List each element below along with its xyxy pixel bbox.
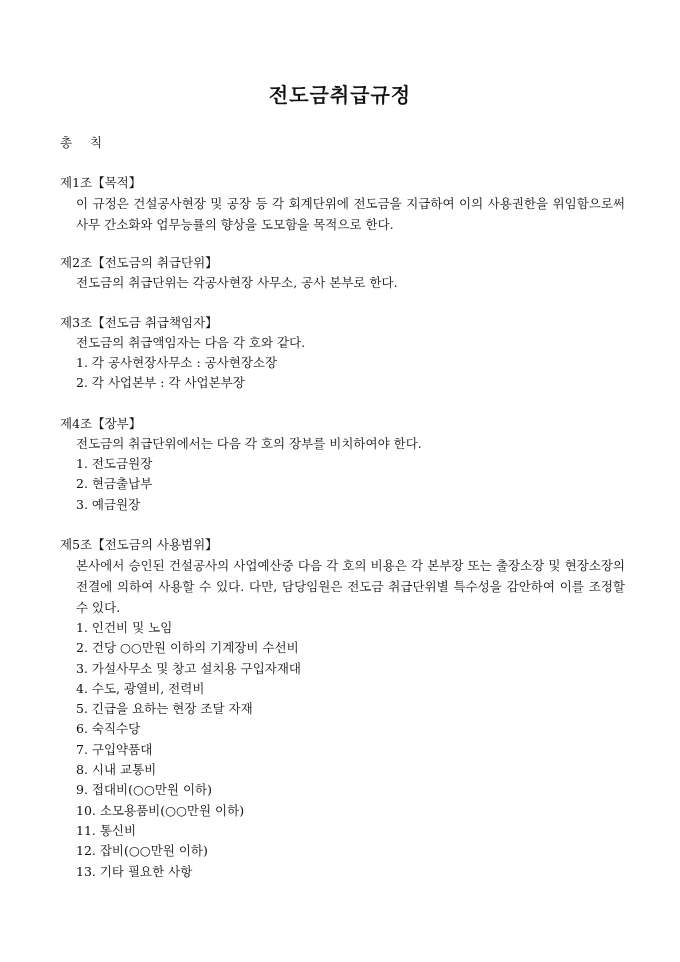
list-item: 2. 현금출납부 [76,476,153,492]
list-item: 4. 수도, 광열비, 전력비 [76,680,205,696]
article-2 [60,253,625,293]
article-heading: 제2조【전도금의 취급단위】 [60,255,218,270]
article-text: 전도금의 취급단위는 각공사현장 사무소, 공사 본부로 한다. [76,275,398,290]
item-list [60,618,625,882]
list-item: 12. 잡비(○○만원 이하) [76,843,208,859]
article-1 [60,173,625,235]
list-item: 3. 예금원장 [76,496,141,512]
document-title: 전도금취급규정 [268,83,412,107]
list-item: 11. 통신비 [76,822,137,838]
list-item: 5. 긴급을 요하는 현장 조달 자재 [76,701,253,717]
list-item: 8. 시내 교통비 [76,762,157,778]
item-list [60,353,625,394]
section-heading: 총 칙 [60,135,103,150]
article-heading: 제5조【전도금의 사용범위】 [60,537,218,552]
article-text: 전도금의 취급액임자는 다음 각 호와 같다. [76,335,306,350]
article-heading: 제3조【전도금 취급책임자】 [60,315,218,330]
list-item: 10. 소모용품비(○○만원 이하) [76,802,245,818]
list-item: 9. 접대비(○○만원 이하) [76,782,212,798]
list-item: 13. 기타 필요한 사항 [76,863,193,879]
article-heading: 제1조【목적】 [60,175,142,190]
article-text: 본사에서 승인된 건설공사의 사업예산중 다음 각 호의 비용은 각 본부장 또는 출장소장 및 현장소장의 전결에 의하여 사용할 수 있다. 다만, 담당임원은 전도금 취급단위별 특수성을 감안하여 이를 조정할 수 있다. [76,558,625,615]
article-text: 전도금의 취급단위에서는 다음 각 호의 장부를 비치하여야 한다. [76,436,422,451]
article-3 [60,313,625,394]
list-item: 1. 인건비 및 노임 [76,620,173,635]
article-text: 이 규정은 건설공사현장 및 공장 등 각 회계단위에 전도금을 지급하여 이의 사용권한을 위임함으로써 사무 간소화와 업무능률의 향상을 도모함을 목적으로 한다. [76,196,625,232]
list-item: 1. 각 공사현장사무소 : 공사현장소장 [76,355,278,370]
article-heading: 제4조【장부】 [60,416,142,431]
list-item: 2. 각 사업본부 : 각 사업본부장 [76,375,245,391]
list-item: 6. 숙직수당 [76,721,141,737]
list-item: 7. 구입약품대 [76,741,153,757]
list-item: 2. 건당 ○○만원 이하의 기계장비 수선비 [76,640,299,656]
article-4 [60,414,625,515]
article-5 [60,535,625,882]
list-item: 1. 전도금원장 [76,456,153,471]
list-item: 3. 가설사무소 및 창고 설치용 구입자재대 [76,660,301,676]
item-list [60,454,625,515]
